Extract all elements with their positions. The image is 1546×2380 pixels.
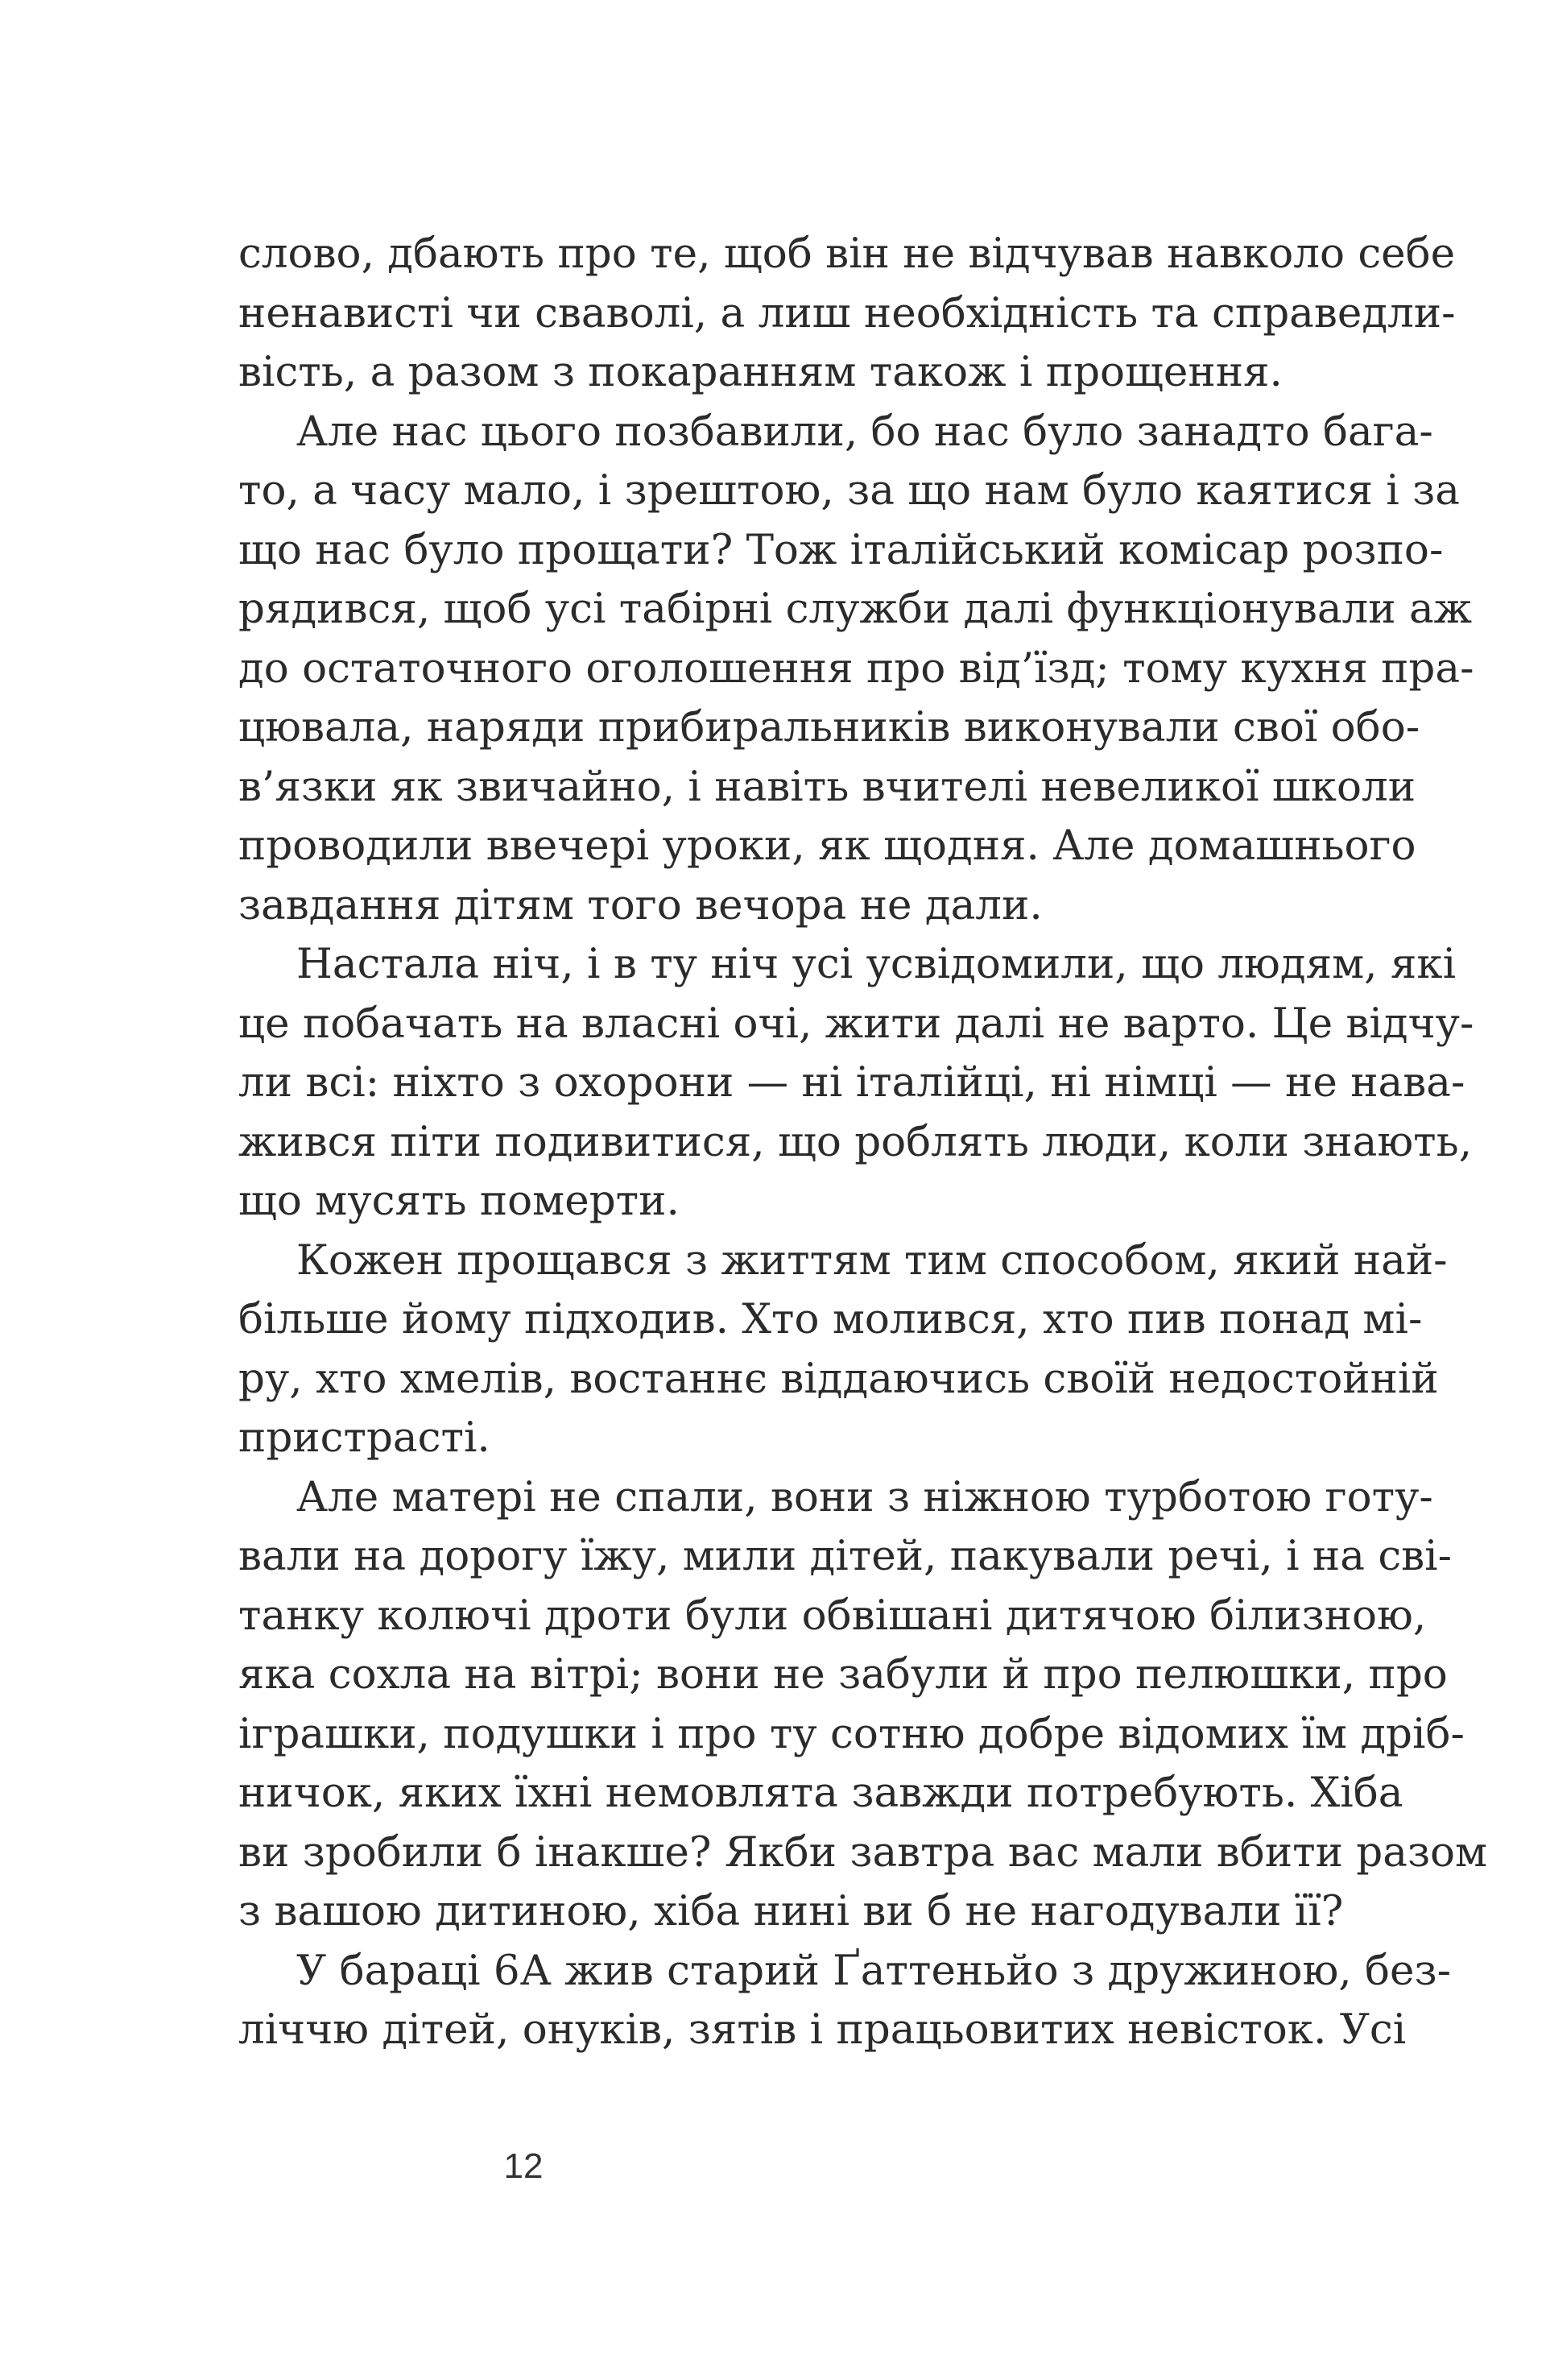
- text-line: ничок, яких їхні немовлята завжди потребують. Хіба: [238, 1769, 1403, 1817]
- text-line: вали на дорогу їжу, мили дітей, пакували речі, і на сві-: [238, 1532, 1453, 1580]
- text-line: в’язки як звичайно, і навіть вчителі невеликої школи: [238, 762, 1416, 811]
- text-line: Але матері не спали, вони з ніжною турботою готу-: [296, 1472, 1433, 1521]
- text-line: У бараці 6А жив старий Ґаттеньйо з дружиною, без-: [296, 1946, 1452, 1995]
- page-number: 12: [503, 2146, 544, 2186]
- text-line: що мусять померти.: [238, 1177, 680, 1225]
- text-line: ли всі: ніхто з охорони — ні італійці, ні німці — не нава-: [238, 1058, 1465, 1107]
- text-line: ру, хто хмелів, востаннє віддаючись своїй недостойній: [238, 1354, 1439, 1403]
- text-line: жився піти подивитися, що роблять люди, коли знають,: [238, 1117, 1473, 1166]
- text-line: це побачать на власні очі, жити далі не варто. Це відчу-: [238, 999, 1474, 1048]
- text-line: ненависті чи сваволі, а лиш необхідність та справедли-: [238, 288, 1456, 337]
- text-line: до остаточного оголошення про від’їзд; тому кухня пра-: [238, 644, 1474, 693]
- text-line: Настала ніч, і в ту ніч усі усвідомили, що людям, які: [296, 940, 1457, 988]
- text-line: яка сохла на вітрі; вони не забули й про пелюшки, про: [238, 1650, 1448, 1699]
- text-line: вість, а разом з покаранням також і прощення.: [238, 348, 1283, 396]
- text-line: то, а часу мало, і зрештою, за що нам було каятися і за: [238, 466, 1460, 515]
- text-line: Кожен прощався з життям тим способом, який най-: [296, 1236, 1448, 1285]
- text-line: більше йому підходив. Хто молився, хто пив понад мі-: [238, 1295, 1423, 1343]
- text-line: танку колючі дроти були обвішані дитячою білизною,: [238, 1591, 1427, 1640]
- text-line: що нас було прощати? Тож італійський комісар розпо-: [238, 525, 1444, 574]
- text-line: ліччю дітей, онуків, зятів і працьовитих невісток. Усі: [238, 2005, 1407, 2054]
- text-line: пристрасті.: [238, 1414, 490, 1462]
- text-line: цювала, наряди прибиральників виконували свої обо-: [238, 703, 1420, 751]
- text-line: завдання дітям того вечора не дали.: [238, 880, 1043, 929]
- text-line: іграшки, подушки і про ту сотню добре відомих їм дріб-: [238, 1709, 1465, 1758]
- text-line: рядився, щоб усі табірні служби далі функціонували аж: [238, 585, 1473, 633]
- text-line: слово, дбають про те, щоб він не відчував навколо себе: [238, 230, 1456, 278]
- text-line: проводили ввечері уроки, як щодня. Але домашнього: [238, 822, 1416, 870]
- body-text: [238, 225, 1488, 2060]
- text-line: Але нас цього позбавили, бо нас було занадто бага-: [296, 407, 1433, 456]
- text-line: ви зробили б інакше? Якби завтра вас мали вбити разом: [238, 1827, 1488, 1877]
- text-line: з вашою дитиною, хіба нині ви б не нагодували її?: [238, 1887, 1344, 1935]
